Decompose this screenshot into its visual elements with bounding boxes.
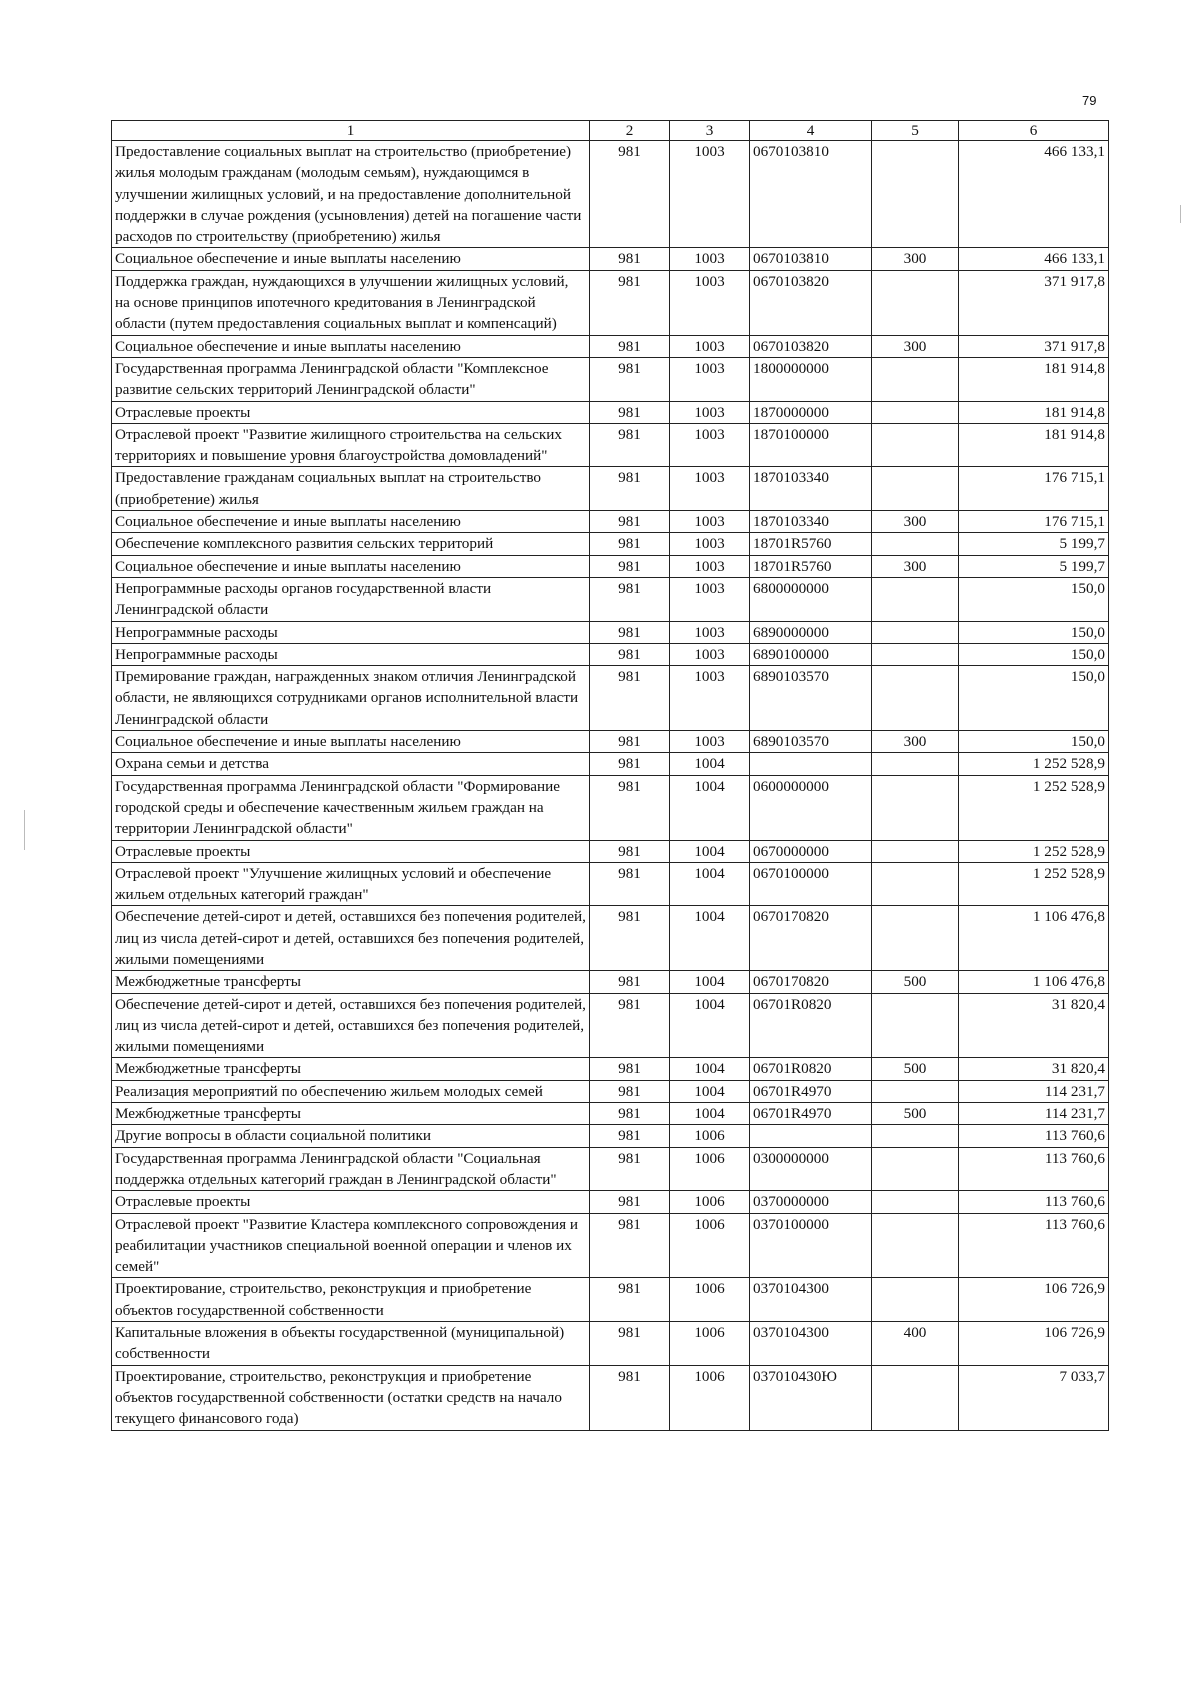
expense-type-code: [872, 862, 959, 906]
amount: 113 760,6: [959, 1147, 1109, 1191]
expense-type-code: [872, 577, 959, 621]
expense-type-code: [872, 141, 959, 248]
row-description: Социальное обеспечение и иные выплаты населению: [112, 335, 590, 357]
section-code: 1004: [670, 775, 750, 840]
amount: 106 726,9: [959, 1322, 1109, 1366]
administrator-code: 981: [590, 467, 670, 511]
target-article-code: 18701R5760: [750, 533, 872, 555]
administrator-code: 981: [590, 1058, 670, 1080]
expense-type-code: [872, 533, 959, 555]
row-description: Непрограммные расходы органов государственной власти Ленинградской области: [112, 577, 590, 621]
expense-type-code: [872, 270, 959, 335]
target-article-code: 0370104300: [750, 1278, 872, 1322]
row-description: Другие вопросы в области социальной политики: [112, 1125, 590, 1147]
table-row: [112, 666, 1109, 731]
administrator-code: 981: [590, 971, 670, 993]
amount: 150,0: [959, 666, 1109, 731]
amount: 181 914,8: [959, 357, 1109, 401]
target-article-code: 0370100000: [750, 1213, 872, 1278]
target-article-code: 0670103810: [750, 141, 872, 248]
administrator-code: 981: [590, 731, 670, 753]
expense-type-code: [872, 840, 959, 862]
target-article-code: [750, 753, 872, 775]
target-article-code: 0370104300: [750, 1322, 872, 1366]
table-row: [112, 1103, 1109, 1125]
amount: 1 252 528,9: [959, 775, 1109, 840]
target-article-code: 0670103810: [750, 248, 872, 270]
row-description: Государственная программа Ленинградской области "Комплексное развитие сельских территорий Ленинградской области": [112, 357, 590, 401]
section-code: 1004: [670, 971, 750, 993]
row-description: Отраслевой проект "Развитие жилищного строительства на сельских территориях и повышение уровня благоустройства домовладений": [112, 423, 590, 467]
column-header: 3: [670, 121, 750, 141]
table-row: [112, 862, 1109, 906]
section-code: 1004: [670, 753, 750, 775]
amount: 114 231,7: [959, 1080, 1109, 1102]
expense-type-code: [872, 1213, 959, 1278]
row-description: Государственная программа Ленинградской области "Формирование городской среды и обеспечение качественным жильем граждан на территории Ленинградской области": [112, 775, 590, 840]
expense-type-code: [872, 621, 959, 643]
section-code: 1004: [670, 1058, 750, 1080]
administrator-code: 981: [590, 401, 670, 423]
table-row: [112, 357, 1109, 401]
budget-expenditure-table: [111, 120, 1109, 1431]
section-code: 1004: [670, 906, 750, 971]
amount: 150,0: [959, 643, 1109, 665]
expense-type-code: 300: [872, 511, 959, 533]
row-description: Социальное обеспечение и иные выплаты населению: [112, 511, 590, 533]
section-code: 1006: [670, 1213, 750, 1278]
administrator-code: 981: [590, 1103, 670, 1125]
amount: 106 726,9: [959, 1278, 1109, 1322]
row-description: Обеспечение детей-сирот и детей, оставшихся без попечения родителей, лиц из числа детей-сирот и детей, оставшихся без попечения родителей, жилыми помещениями: [112, 906, 590, 971]
row-description: Государственная программа Ленинградской области "Социальная поддержка отдельных категорий граждан в Ленинградской области": [112, 1147, 590, 1191]
amount: 113 760,6: [959, 1213, 1109, 1278]
target-article-code: 1870100000: [750, 423, 872, 467]
table-row: [112, 467, 1109, 511]
amount: 176 715,1: [959, 467, 1109, 511]
amount: 176 715,1: [959, 511, 1109, 533]
section-code: 1003: [670, 401, 750, 423]
expense-type-code: [872, 423, 959, 467]
scan-artifact: [24, 810, 25, 850]
expense-type-code: [872, 643, 959, 665]
table-row: [112, 511, 1109, 533]
row-description: Обеспечение детей-сирот и детей, оставшихся без попечения родителей, лиц из числа детей-сирот и детей, оставшихся без попечения родителей, жилыми помещениями: [112, 993, 590, 1058]
administrator-code: 981: [590, 357, 670, 401]
expense-type-code: [872, 753, 959, 775]
amount: 31 820,4: [959, 993, 1109, 1058]
section-code: 1003: [670, 511, 750, 533]
row-description: Отраслевой проект "Развитие Кластера комплексного сопровождения и реабилитации участников специальной военной операции и членов их семей": [112, 1213, 590, 1278]
table-row: [112, 971, 1109, 993]
table-row: [112, 141, 1109, 248]
row-description: Межбюджетные трансферты: [112, 1103, 590, 1125]
amount: 1 252 528,9: [959, 840, 1109, 862]
section-code: 1006: [670, 1322, 750, 1366]
section-code: 1006: [670, 1125, 750, 1147]
administrator-code: 981: [590, 1213, 670, 1278]
table-row: [112, 993, 1109, 1058]
amount: 150,0: [959, 621, 1109, 643]
section-code: 1006: [670, 1278, 750, 1322]
section-code: 1003: [670, 533, 750, 555]
administrator-code: 981: [590, 621, 670, 643]
amount: 1 252 528,9: [959, 862, 1109, 906]
amount: 5 199,7: [959, 533, 1109, 555]
amount: 371 917,8: [959, 335, 1109, 357]
row-description: Социальное обеспечение и иные выплаты населению: [112, 731, 590, 753]
target-article-code: 0670170820: [750, 906, 872, 971]
section-code: 1003: [670, 141, 750, 248]
table-row: [112, 906, 1109, 971]
section-code: 1003: [670, 577, 750, 621]
administrator-code: 981: [590, 577, 670, 621]
expense-type-code: [872, 467, 959, 511]
column-header: 5: [872, 121, 959, 141]
row-description: Проектирование, строительство, реконструкция и приобретение объектов государственной собственности (остатки средств на начало текущего финансового года): [112, 1365, 590, 1430]
expense-type-code: [872, 1125, 959, 1147]
administrator-code: 981: [590, 335, 670, 357]
table-row: [112, 423, 1109, 467]
row-description: Непрограммные расходы: [112, 643, 590, 665]
table-row: [112, 840, 1109, 862]
administrator-code: 981: [590, 423, 670, 467]
row-description: Межбюджетные трансферты: [112, 971, 590, 993]
administrator-code: 981: [590, 906, 670, 971]
table-row: [112, 1147, 1109, 1191]
administrator-code: 981: [590, 270, 670, 335]
table-row: [112, 1322, 1109, 1366]
section-code: 1004: [670, 1103, 750, 1125]
section-code: 1003: [670, 643, 750, 665]
table-row: [112, 401, 1109, 423]
expense-type-code: [872, 1278, 959, 1322]
target-article-code: 0670000000: [750, 840, 872, 862]
table-row: [112, 643, 1109, 665]
expense-type-code: [872, 775, 959, 840]
table-row: [112, 1365, 1109, 1430]
expense-type-code: 300: [872, 248, 959, 270]
amount: 113 760,6: [959, 1191, 1109, 1213]
administrator-code: 981: [590, 533, 670, 555]
target-article-code: 6890100000: [750, 643, 872, 665]
row-description: Социальное обеспечение и иные выплаты населению: [112, 248, 590, 270]
expense-type-code: [872, 1191, 959, 1213]
amount: 5 199,7: [959, 555, 1109, 577]
table-row: [112, 335, 1109, 357]
expense-type-code: [872, 357, 959, 401]
expense-type-code: 400: [872, 1322, 959, 1366]
table-row: [112, 1080, 1109, 1102]
expense-type-code: [872, 906, 959, 971]
administrator-code: 981: [590, 775, 670, 840]
page-number: 79: [1082, 93, 1097, 108]
row-description: Межбюджетные трансферты: [112, 1058, 590, 1080]
expense-type-code: 300: [872, 555, 959, 577]
amount: 31 820,4: [959, 1058, 1109, 1080]
administrator-code: 981: [590, 1191, 670, 1213]
expense-type-code: 500: [872, 1058, 959, 1080]
amount: 466 133,1: [959, 248, 1109, 270]
administrator-code: 981: [590, 1147, 670, 1191]
table-row: [112, 248, 1109, 270]
target-article-code: 6890103570: [750, 731, 872, 753]
target-article-code: 06701R0820: [750, 1058, 872, 1080]
amount: 114 231,7: [959, 1103, 1109, 1125]
target-article-code: 1870103340: [750, 467, 872, 511]
table-row: [112, 1058, 1109, 1080]
section-code: 1003: [670, 555, 750, 577]
administrator-code: 981: [590, 1080, 670, 1102]
target-article-code: 06701R4970: [750, 1103, 872, 1125]
target-article-code: 1800000000: [750, 357, 872, 401]
target-article-code: 6800000000: [750, 577, 872, 621]
administrator-code: 981: [590, 1278, 670, 1322]
expense-type-code: [872, 1365, 959, 1430]
section-code: 1004: [670, 862, 750, 906]
target-article-code: 0670103820: [750, 335, 872, 357]
expense-type-code: 300: [872, 335, 959, 357]
section-code: 1003: [670, 335, 750, 357]
target-article-code: 06701R0820: [750, 993, 872, 1058]
section-code: 1004: [670, 840, 750, 862]
table-header-row: [112, 121, 1109, 141]
target-article-code: 0670100000: [750, 862, 872, 906]
row-description: Премирование граждан, награжденных знаком отличия Ленинградской области, не являющихся сотрудниками органов исполнительной власти Ленинградской области: [112, 666, 590, 731]
table-row: [112, 577, 1109, 621]
administrator-code: 981: [590, 248, 670, 270]
row-description: Проектирование, строительство, реконструкция и приобретение объектов государственной собственности: [112, 1278, 590, 1322]
administrator-code: 981: [590, 555, 670, 577]
expense-type-code: [872, 1147, 959, 1191]
amount: 466 133,1: [959, 141, 1109, 248]
administrator-code: 981: [590, 840, 670, 862]
section-code: 1003: [670, 423, 750, 467]
administrator-code: 981: [590, 1322, 670, 1366]
row-description: Поддержка граждан, нуждающихся в улучшении жилищных условий, на основе принципов ипотечного кредитования в Ленинградской области (путем предоставления социальных выплат и компенсаций): [112, 270, 590, 335]
section-code: 1003: [670, 621, 750, 643]
target-article-code: 0300000000: [750, 1147, 872, 1191]
amount: 7 033,7: [959, 1365, 1109, 1430]
amount: 181 914,8: [959, 423, 1109, 467]
row-description: Обеспечение комплексного развития сельских территорий: [112, 533, 590, 555]
row-description: Непрограммные расходы: [112, 621, 590, 643]
target-article-code: 0670103820: [750, 270, 872, 335]
table-row: [112, 731, 1109, 753]
expense-type-code: [872, 993, 959, 1058]
amount: 1 252 528,9: [959, 753, 1109, 775]
table-row: [112, 555, 1109, 577]
row-description: Предоставление гражданам социальных выплат на строительство (приобретение) жилья: [112, 467, 590, 511]
table-row: [112, 1213, 1109, 1278]
expense-type-code: [872, 1080, 959, 1102]
section-code: 1004: [670, 1080, 750, 1102]
expense-type-code: 500: [872, 971, 959, 993]
administrator-code: 981: [590, 993, 670, 1058]
row-description: Реализация мероприятий по обеспечению жильем молодых семей: [112, 1080, 590, 1102]
target-article-code: 6890000000: [750, 621, 872, 643]
column-header: 6: [959, 121, 1109, 141]
table-row: [112, 1278, 1109, 1322]
amount: 150,0: [959, 577, 1109, 621]
column-header: 2: [590, 121, 670, 141]
target-article-code: 0600000000: [750, 775, 872, 840]
expense-type-code: [872, 666, 959, 731]
administrator-code: 981: [590, 141, 670, 248]
section-code: 1003: [670, 248, 750, 270]
administrator-code: 981: [590, 862, 670, 906]
column-header: 1: [112, 121, 590, 141]
section-code: 1006: [670, 1191, 750, 1213]
amount: 1 106 476,8: [959, 906, 1109, 971]
table-row: [112, 621, 1109, 643]
amount: 371 917,8: [959, 270, 1109, 335]
scan-artifact: [1180, 205, 1181, 223]
administrator-code: 981: [590, 1365, 670, 1430]
table-row: [112, 1191, 1109, 1213]
section-code: 1004: [670, 993, 750, 1058]
row-description: Охрана семьи и детства: [112, 753, 590, 775]
administrator-code: 981: [590, 1125, 670, 1147]
section-code: 1003: [670, 270, 750, 335]
target-article-code: 0670170820: [750, 971, 872, 993]
target-article-code: 0370000000: [750, 1191, 872, 1213]
expense-type-code: 500: [872, 1103, 959, 1125]
row-description: Предоставление социальных выплат на строительство (приобретение) жилья молодым гражданам (молодым семьям), нуждающимся в улучшении жилищных условий, и на предоставление дополнительной поддержки в случае рождения (усыновления) детей на погашение части расходов по строительству (приобретению) жилья: [112, 141, 590, 248]
target-article-code: 06701R4970: [750, 1080, 872, 1102]
row-description: Отраслевые проекты: [112, 401, 590, 423]
administrator-code: 981: [590, 666, 670, 731]
administrator-code: 981: [590, 753, 670, 775]
row-description: Отраслевые проекты: [112, 840, 590, 862]
expense-type-code: [872, 401, 959, 423]
row-description: Отраслевые проекты: [112, 1191, 590, 1213]
section-code: 1003: [670, 357, 750, 401]
section-code: 1006: [670, 1365, 750, 1430]
row-description: Капитальные вложения в объекты государственной (муниципальной) собственности: [112, 1322, 590, 1366]
administrator-code: 981: [590, 643, 670, 665]
section-code: 1003: [670, 467, 750, 511]
amount: 181 914,8: [959, 401, 1109, 423]
table-row: [112, 533, 1109, 555]
section-code: 1003: [670, 666, 750, 731]
section-code: 1006: [670, 1147, 750, 1191]
row-description: Социальное обеспечение и иные выплаты населению: [112, 555, 590, 577]
table-row: [112, 270, 1109, 335]
target-article-code: 1870000000: [750, 401, 872, 423]
table-row: [112, 775, 1109, 840]
target-article-code: 18701R5760: [750, 555, 872, 577]
amount: 1 106 476,8: [959, 971, 1109, 993]
expense-type-code: 300: [872, 731, 959, 753]
target-article-code: 037010430Ю: [750, 1365, 872, 1430]
table-body: [112, 141, 1109, 1431]
table-row: [112, 1125, 1109, 1147]
target-article-code: 6890103570: [750, 666, 872, 731]
table-row: [112, 753, 1109, 775]
target-article-code: 1870103340: [750, 511, 872, 533]
amount: 113 760,6: [959, 1125, 1109, 1147]
section-code: 1003: [670, 731, 750, 753]
administrator-code: 981: [590, 511, 670, 533]
row-description: Отраслевой проект "Улучшение жилищных условий и обеспечение жильем отдельных категорий граждан": [112, 862, 590, 906]
target-article-code: [750, 1125, 872, 1147]
column-header: 4: [750, 121, 872, 141]
amount: 150,0: [959, 731, 1109, 753]
